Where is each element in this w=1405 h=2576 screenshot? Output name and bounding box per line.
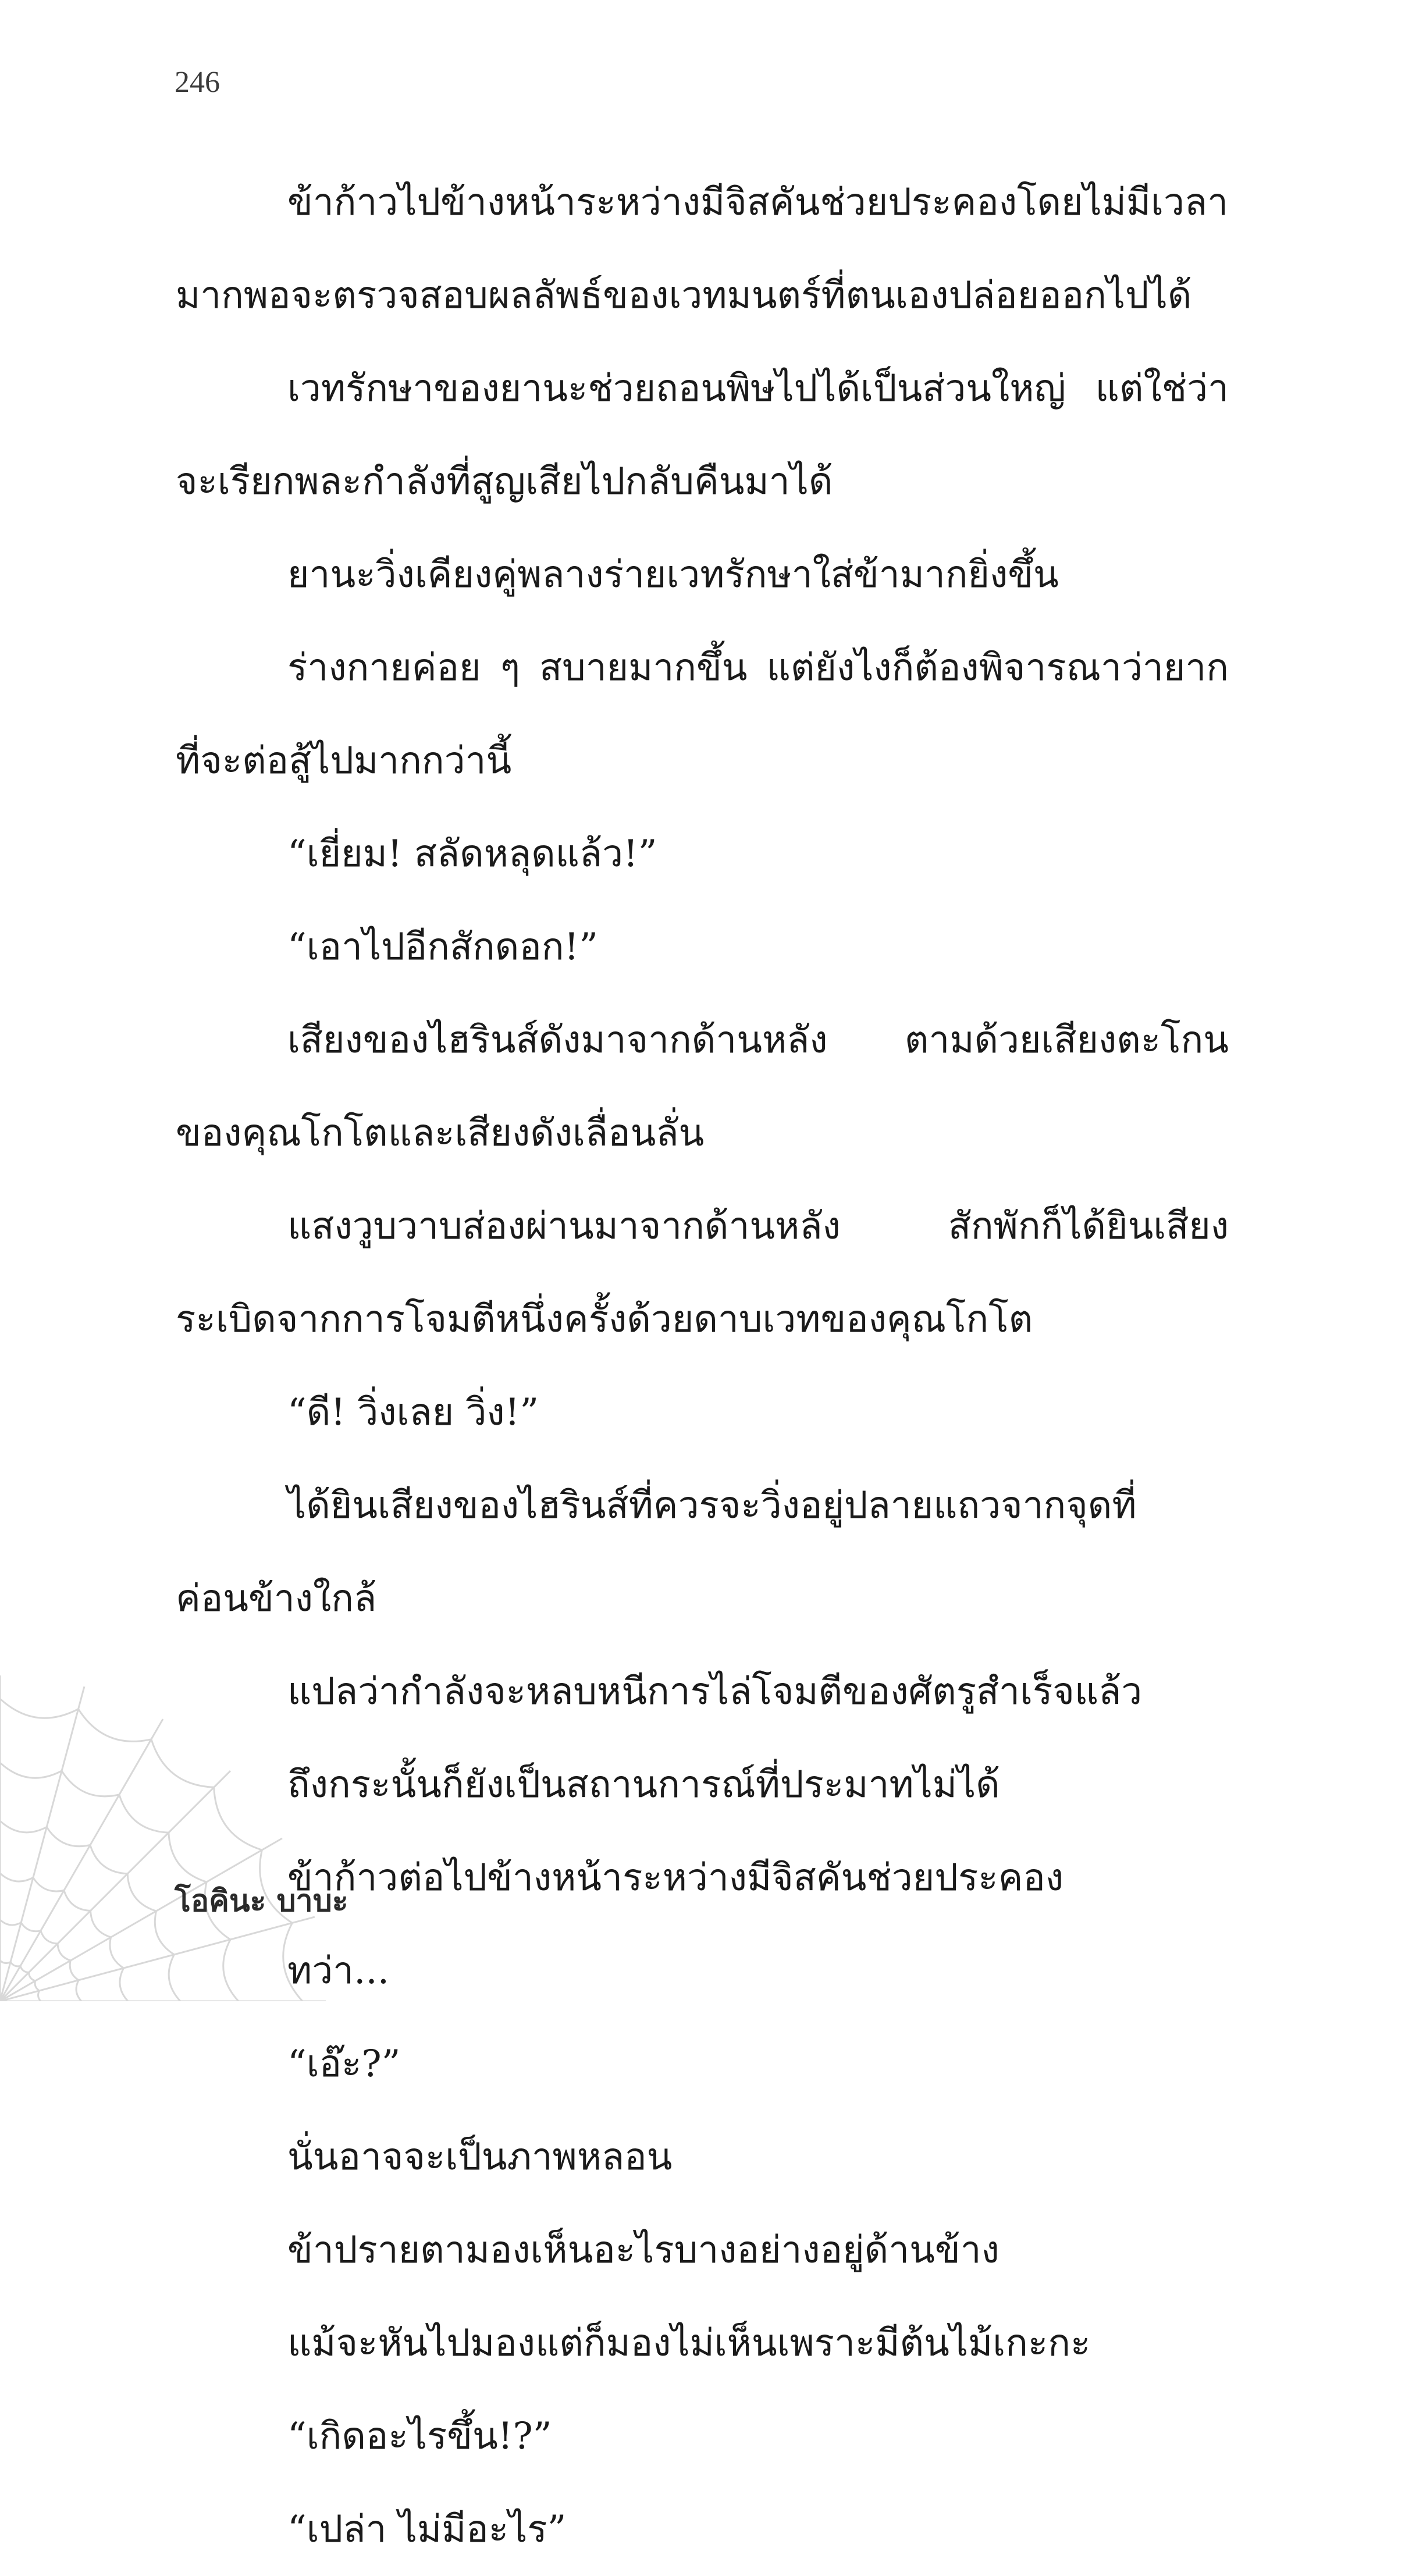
web-strand bbox=[0, 1917, 315, 2001]
text-line: “เยี่ยม! สลัดหลุดแล้ว!” bbox=[287, 832, 657, 876]
text-line: “เอ๊ะ?” bbox=[287, 2043, 401, 2086]
text-line: แสงวูบวาบส่องผ่านมาจากด้านหลัง สักพักก็ได้ยินเสียง bbox=[287, 1205, 1229, 1248]
page-number: 246 bbox=[175, 66, 220, 99]
text-line: ร่างกายค่อย ๆ สบายมากขึ้น แต่ยังไงก็ต้องพิจารณาว่ายาก bbox=[287, 646, 1229, 689]
body-text bbox=[176, 156, 1229, 2576]
text-line: ที่จะต่อสู้ไปมากกว่านี้ bbox=[176, 739, 512, 782]
text-line: จะเรียกพละกำลังที่สูญเสียไปกลับคืนมาได้ bbox=[176, 460, 833, 503]
text-line: แม้จะหันไปมองแต่ก็มองไม่เห็นเพราะมีต้นไม้เกะกะ bbox=[287, 2322, 1091, 2365]
text-line: ระเบิดจากการโจมตีหนึ่งครั้งด้วยดาบเวทของคุณโกโต bbox=[176, 1298, 1033, 1341]
text-line: ได้ยินเสียงของไฮรินส์ที่ควรจะวิ่งอยู่ปลายแถวจากจุดที่ bbox=[287, 1484, 1137, 1527]
author-name: โอคินะ บาบะ bbox=[175, 1884, 348, 1919]
text-line: ของคุณโกโตและเสียงดังเลื่อนลั่น bbox=[176, 1112, 705, 1155]
web-strand bbox=[0, 1687, 84, 2001]
text-line: ทว่า... bbox=[287, 1949, 390, 1993]
web-strand bbox=[0, 1719, 163, 2001]
text-line: ข้าปรายตามองเห็นอะไรบางอย่างอยู่ด้านข้าง bbox=[287, 2229, 999, 2272]
text-line: ข้าก้าวไปข้างหน้าระหว่างมีจิสคันช่วยประคองโดยไม่มีเวลา bbox=[287, 181, 1229, 224]
text-line: นั่นอาจจะเป็นภาพหลอน bbox=[287, 2136, 673, 2179]
text-line: ยานะวิ่งเคียงคู่พลางร่ายเวทรักษาใส่ข้ามากยิ่งขึ้น bbox=[287, 553, 1059, 596]
text-line: ถึงกระนั้นก็ยังเป็นสถานการณ์ที่ประมาทไม่ได้ bbox=[287, 1763, 1000, 1806]
text-line: “เกิดอะไรขึ้น!?” bbox=[287, 2415, 552, 2458]
text-line: ข้าก้าวต่อไปข้างหน้าระหว่างมีจิสคันช่วยประคอง bbox=[287, 1856, 1064, 1899]
text-line: มากพอจะตรวจสอบผลลัพธ์ของเวทมนตร์ที่ตนเองปล่อยออกไปได้ bbox=[176, 274, 1192, 317]
text-line: “ดี! วิ่งเลย วิ่ง!” bbox=[287, 1391, 539, 1434]
text-line: แปลว่ากำลังจะหลบหนีการไล่โจมตีของศัตรูสำเร็จแล้ว bbox=[287, 1670, 1143, 1713]
spider-web-icon bbox=[0, 1675, 326, 2001]
text-line: เวทรักษาของยานะช่วยถอนพิษไปได้เป็นส่วนใหญ่ แต่ใช่ว่า bbox=[287, 367, 1229, 410]
text-line: “เอาไปอีกสักดอก!” bbox=[287, 926, 598, 969]
text-line: ค่อนข้างใกล้ bbox=[176, 1577, 377, 1620]
text-line: เสียงของไฮรินส์ดังมาจากด้านหลัง ตามด้วยเสียงตะโกน bbox=[287, 1019, 1229, 1062]
text-line: “เปล่า ไม่มีอะไร” bbox=[287, 2508, 567, 2551]
